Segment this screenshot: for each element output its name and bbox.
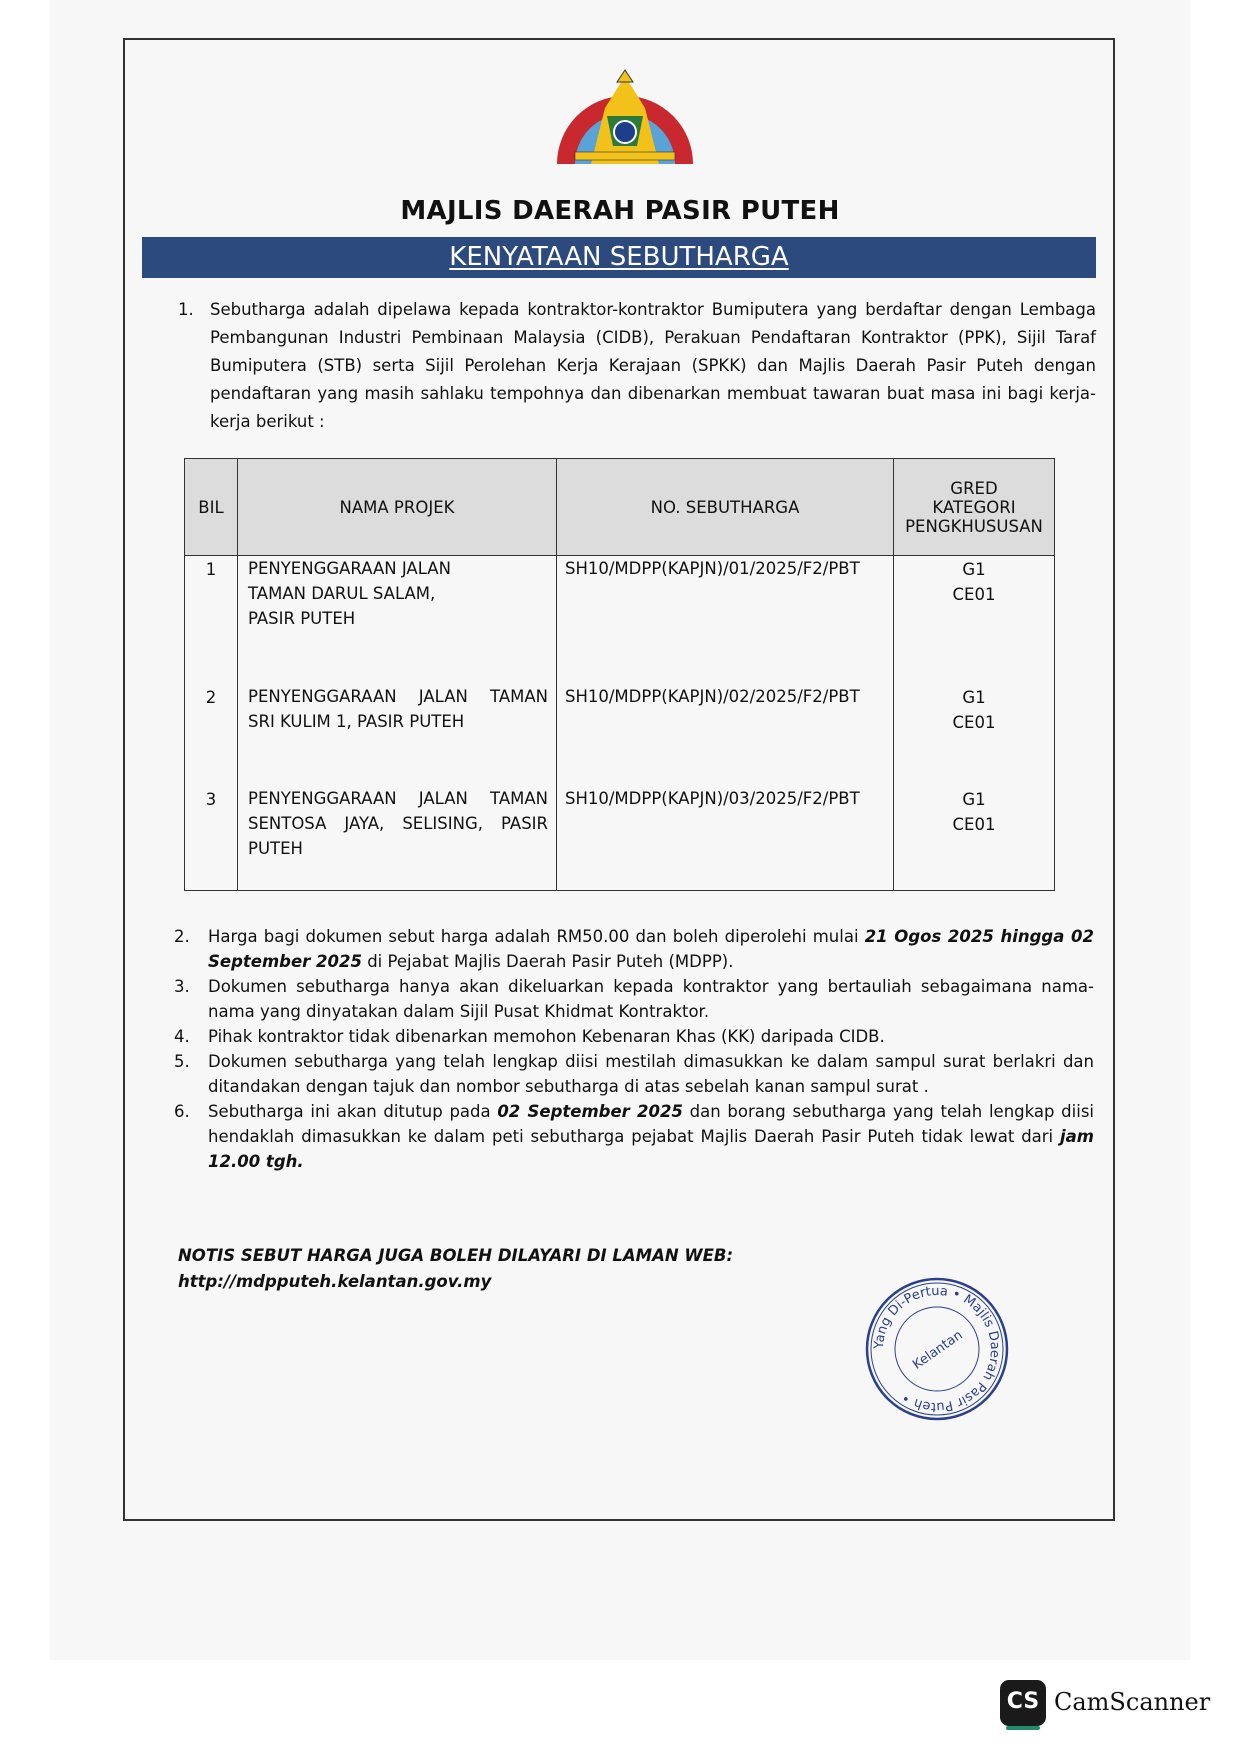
item-text: Dokumen sebutharga hanya akan dikeluarkan kepada kontraktor yang bertauliah sebagaimana nama-nama yang dinyatakan dalam Sijil Pusat Khidmat Kontraktor. [208, 977, 1094, 1021]
nama-line: SENTOSA JAYA, SELISING, PASIR [248, 814, 548, 833]
gred-value: G1 [962, 560, 986, 579]
list-item [174, 1024, 1094, 1049]
nama-line: PENYENGGARAAN JALAN TAMAN [248, 687, 548, 706]
table-header-row [185, 459, 1055, 556]
cell-bil: 2 [185, 684, 238, 786]
camscanner-watermark: CamScanner [1054, 1688, 1211, 1716]
nama-line: TAMAN DARUL SALAM, [248, 584, 436, 603]
title-banner [142, 237, 1096, 278]
item-text: Pihak kontraktor tidak dibenarkan memohon Kebenaran Khas (KK) daripada CIDB. [208, 1027, 885, 1046]
cell-gred [894, 786, 1055, 891]
header-nama-projek: NAMA PROJEK [238, 459, 557, 556]
item-number: 5. [174, 1052, 190, 1071]
intro-number: 1. [178, 300, 194, 319]
nama-line: PUTEH [248, 839, 303, 858]
item-text: Sebutharga ini akan ditutup pada [208, 1102, 498, 1121]
list-item [174, 1099, 1094, 1174]
cell-no-sebutharga: SH10/MDPP(KAPJN)/03/2025/F2/PBT [557, 786, 894, 891]
gred-value: G1 [962, 688, 986, 707]
item-number: 2. [174, 927, 190, 946]
official-stamp [864, 1276, 1010, 1422]
nama-line: PENYENGGARAAN JALAN [248, 559, 451, 578]
intro-paragraph [178, 296, 1096, 436]
nama-line: PENYENGGARAAN JALAN TAMAN [248, 789, 548, 808]
cell-nama-projek [238, 786, 557, 891]
cell-nama-projek [238, 684, 557, 786]
cell-nama-projek [238, 556, 557, 685]
table-row [185, 786, 1055, 891]
item-time-emphasis: jam 12.00 tgh. [208, 1127, 1094, 1171]
header-pengkhususan-line: PENGKHUSUSAN [905, 516, 1043, 536]
header-no-sebutharga: NO. SEBUTHARGA [557, 459, 894, 556]
table-row [185, 556, 1055, 685]
council-emblem-logo [555, 68, 695, 166]
web-notice [178, 1243, 733, 1295]
list-item [174, 924, 1094, 974]
cell-gred [894, 556, 1055, 685]
item-text: dan borang sebutharga yang telah lengkap diisi hendaklah dimasukkan ke dalam peti sebutharga pejabat Majlis Daerah Pasir Puteh tidak lewat dari [208, 1102, 1094, 1146]
cell-no-sebutharga: SH10/MDPP(KAPJN)/01/2025/F2/PBT [557, 556, 894, 685]
gred-value: G1 [962, 790, 986, 809]
cell-bil: 1 [185, 556, 238, 685]
kategori-value: CE01 [952, 713, 996, 732]
item-text: Harga bagi dokumen sebut harga adalah RM50.00 dan boleh diperolehi mulai [208, 927, 865, 946]
cell-gred [894, 684, 1055, 786]
header-gred-line: GRED [950, 478, 998, 498]
intro-text: Sebutharga adalah dipelawa kepada kontraktor-kontraktor Bumiputera yang berdaftar dengan Lembaga Pembangunan Industri Pembinaan Malaysia (CIDB), Perakuan Pendaftaran Kontraktor (PPK), Sijil Taraf Bumiputera (STB) serta Sijil Perolehan Kerja Kerajaan (SPKK) dan Majlis Daerah Pasir Puteh dengan pendaftaran yang masih sahlaku tempohnya dan dibenarkan membuat tawaran buat masa ini bagi kerja-kerja berikut : [210, 300, 1096, 431]
camscanner-logo-icon: CS [1000, 1680, 1046, 1726]
header-kategori-line: KATEGORI [932, 497, 1016, 517]
item-number: 4. [174, 1027, 190, 1046]
header-bil: BIL [185, 459, 238, 556]
web-notice-text: NOTIS SEBUT HARGA JUGA BOLEH DILAYARI DI LAMAN WEB: [178, 1246, 734, 1265]
item-number: 3. [174, 977, 190, 996]
web-notice-url: http://mdpputeh.kelantan.gov.my [178, 1272, 492, 1291]
cell-no-sebutharga: SH10/MDPP(KAPJN)/02/2025/F2/PBT [557, 684, 894, 786]
item-date-emphasis: 21 Ogos 2025 hingga 02 September 2025 [208, 927, 1094, 971]
item-text: Dokumen sebutharga yang telah lengkap diisi mestilah dimasukkan ke dalam sampul surat berlakri dan ditandakan dengan tajuk dan nombor sebutharga di atas sebelah kanan sampul surat . [208, 1052, 1094, 1096]
banner-title: KENYATAAN SEBUTHARGA [449, 242, 789, 272]
organization-name: MAJLIS DAERAH PASIR PUTEH [400, 196, 840, 226]
table-row [185, 684, 1055, 786]
project-table [184, 458, 1055, 891]
list-item [174, 974, 1094, 1024]
item-date-emphasis: 02 September 2025 [497, 1102, 683, 1121]
item-text: di Pejabat Majlis Daerah Pasir Puteh (MDPP). [361, 952, 734, 971]
kategori-value: CE01 [952, 585, 996, 604]
stamp-center-text: Kelantan [910, 1327, 966, 1373]
kategori-value: CE01 [952, 815, 996, 834]
list-item [174, 1049, 1094, 1099]
nama-line: PASIR PUTEH [248, 609, 356, 628]
nama-line: SRI KULIM 1, PASIR PUTEH [248, 712, 465, 731]
cell-bil: 3 [185, 786, 238, 891]
stamp-outer-text: Yang Di-Pertua • Majlis Daerah Pasir Puteh • [871, 1283, 1003, 1415]
conditions-list [174, 924, 1094, 1174]
item-number: 6. [174, 1102, 190, 1121]
header-gred [894, 459, 1055, 556]
